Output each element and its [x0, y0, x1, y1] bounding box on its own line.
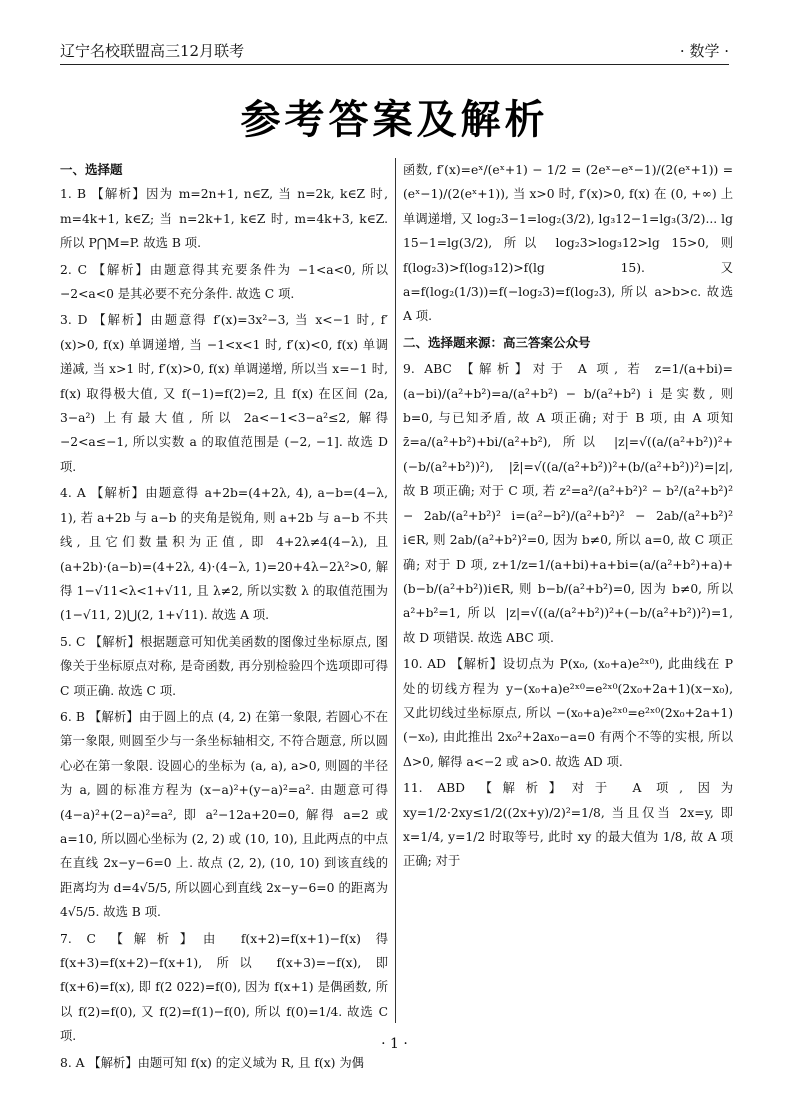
answer-item-6: 6. B 【解析】由于圆上的点 (4, 2) 在第一象限, 若圆心不在第一象限, 则圆至少与一条坐标轴相交, 不符合题意, 所以圆心必在第一象限. 设圆心的坐标为 (a, a), a>0, 则圆的半径为 a, 圆的标准方程为 (x−a)²+(y−a)²=a². 由题意可得 (4−a)²+(2−a)²=a², 即 a²−12a+20=0, 解得 a=2 或 a=10, 所以圆心坐标为 (2, 2) 或 (10, 10), 且此两点的中点在直线 2x−y−6=0 上. 故点 (2, 2), (10, 10) 到该直线的距离均为 d=4√5/5, 所以圆心到直线 2x−y−6=0 的距离为 4√5/5. 故选 B 项.: [60, 709, 388, 920]
column-divider: [395, 158, 396, 1023]
answer-item-11: 11. ABD 【解析】对于 A 项, 因为 xy=1/2·2xy≤1/2((2x+y)/2)²=1/8, 当且仅当 2x=y, 即 x=1/4, y=1/2 时取等号, 此时 xy 的最大值为 1/8, 故 A 项正确; 对于: [403, 781, 733, 869]
section-heading-multi: 二、选择题来源：高三答案公众号: [403, 334, 591, 350]
right-column: [403, 158, 733, 876]
header-exam-name: 辽宁名校联盟高三12月联考: [60, 42, 245, 60]
answer-item-7: 7. C 【解析】由 f(x+2)=f(x+1)−f(x) 得 f(x+3)=f(x+2)−f(x+1), 所以 f(x+3)=−f(x), 即 f(x+6)=f(x), 即 f(2 022)=f(0), 因为 f(x+1) 是偶函数, 所以 f(2)=f(0), 又 f(2)=f(1)−f(0), 所以 f(0)=1/4. 故选 C 项.: [60, 931, 388, 1044]
answer-item-8-cont: 函数, f′(x)=eˣ/(eˣ+1) − 1/2 = (2eˣ−eˣ−1)/(2(eˣ+1)) = (eˣ−1)/(2(eˣ+1)), 当 x>0 时, f′(x)>0, f(x) 在 (0, +∞) 上单调递增, 又 log₂3−1=log₂(3/2), lg₃12−1=lg₃(3/2)... lg 15−1=lg(3/2), 所以 log₂3>log₃12>lg 15>0, 则 f(log₂3)>f(log₃12)>f(lg 15). 又 a=f(log₂(1/3))=f(−log₂3)=f(log₂3), 所以 a>b>c. 故选 A 项.: [403, 163, 733, 324]
answer-item-2: 2. C 【解析】由题意得其充要条件为 −1<a<0, 所以 −2<a<0 是其必要不充分条件. 故选 C 项.: [60, 262, 388, 302]
answer-item-1: 1. B 【解析】因为 m=2n+1, n∈Z, 当 n=2k, k∈Z 时, m=4k+1, k∈Z; 当 n=2k+1, k∈Z 时, m=4k+3, k∈Z. 所以 P⋂M=P. 故选 B 项.: [60, 187, 388, 251]
answer-item-5: 5. C 【解析】根据题意可知优美函数的图像过坐标原点, 图像关于坐标原点对称, 是奇函数, 再分别检验四个选项即可得 C 项正确. 故选 C 项.: [60, 634, 388, 698]
answer-item-8-start: 8. A 【解析】由题可知 f(x) 的定义域为 R, 且 f(x) 为偶: [60, 1055, 364, 1070]
left-column: [60, 158, 388, 1077]
answer-item-3: 3. D 【解析】由题意得 f′(x)=3x²−3, 当 x<−1 时, f′(x)>0, f(x) 单调递增, 当 −1<x<1 时, f′(x)<0, f(x) 单调递减, 当 x>1 时, f′(x)>0, f(x) 单调递增, 所以当 x=−1 时, f(x) 取得极大值, 又 f(−1)=f(2)=2, 且 f(x) 在区间 (2a, 3−a²) 上有最大值, 所以 2a<−1<3−a²≤2, 解得 −2<a≤−1, 所以实数 a 的取值范围是 (−2, −1]. 故选 D 项.: [60, 313, 388, 474]
section-heading-choice: 一、选择题: [60, 162, 123, 177]
answer-item-4: 4. A 【解析】由题意得 a+2b=(4+2λ, 4), a−b=(4−λ, 1), 若 a+2b 与 a−b 的夹角是锐角, 则 a+2b 与 a−b 不共线, 且它们数量积为正值, 即 4+2λ≠4(4−λ), 且 (a+2b)·(a−b)=(4+2λ, 4)·(4−λ, 1)=20+4λ−2λ²>0, 解得 1−√11<λ<1+√11, 且 λ≠2, 所以实数 λ 的取值范围为 (1−√11, 2)⋃(2, 1+√11). 故选 A 项.: [60, 486, 388, 623]
page-number: · 1 ·: [381, 1036, 408, 1052]
page-title: 参考答案及解析: [240, 97, 549, 143]
page-header: [60, 38, 729, 65]
answer-item-9: 9. ABC 【解析】对于 A 项, 若 z=1/(a+bi)=(a−bi)/(a²+b²)=a/(a²+b²) − b/(a²+b²) i 是实数, 则 b=0, 与已知矛盾, 故 A 项正确; 对于 B 项, 由 A 项知 z̄=a/(a²+b²)+bi/(a²+b²), 所以 |z|=√((a/(a²+b²))²+(−b/(a²+b²))²), |z̄|=√((a/(a²+b²))²+(b/(a²+b²))²)=|z|, 故 B 项正确; 对于 C 项, 若 z²=a²/(a²+b²)² − b²/(a²+b²)² − 2ab/(a²+b²)² i=(a²−b²)/(a²+b²)² − 2ab/(a²+b²)² i∈R, 则 2ab/(a²+b²)²=0, 因为 b≠0, 所以 a=0, 故 C 项正确; 对于 D 项, z+1/z=1/(a+bi)+a+bi=(a/(a²+b²)+a)+(b−b/(a²+b²))i∈R, 则 b−b/(a²+b²)=0, 因为 b≠0, 所以 a²+b²=1, 所以 |z|=√((a/(a²+b²))²+(−b/(a²+b²))²)=1, 故 D 项错误. 故选 ABC 项.: [403, 362, 733, 645]
header-subject: · 数学 ·: [679, 42, 729, 60]
answer-item-10: 10. AD 【解析】设切点为 P(x₀, (x₀+a)e²ˣ⁰), 此曲线在 P 处的切线方程为 y−(x₀+a)e²ˣ⁰=e²ˣ⁰(2x₀+2a+1)(x−x₀), 又此切线过坐标原点, 所以 −(x₀+a)e²ˣ⁰=e²ˣ⁰(2x₀+2a+1)(−x₀), 由此推出 2x₀²+2ax₀−a=0 有两个不等的实根, 所以 Δ>0, 解得 a<−2 或 a>0. 故选 AD 项.: [403, 657, 733, 769]
